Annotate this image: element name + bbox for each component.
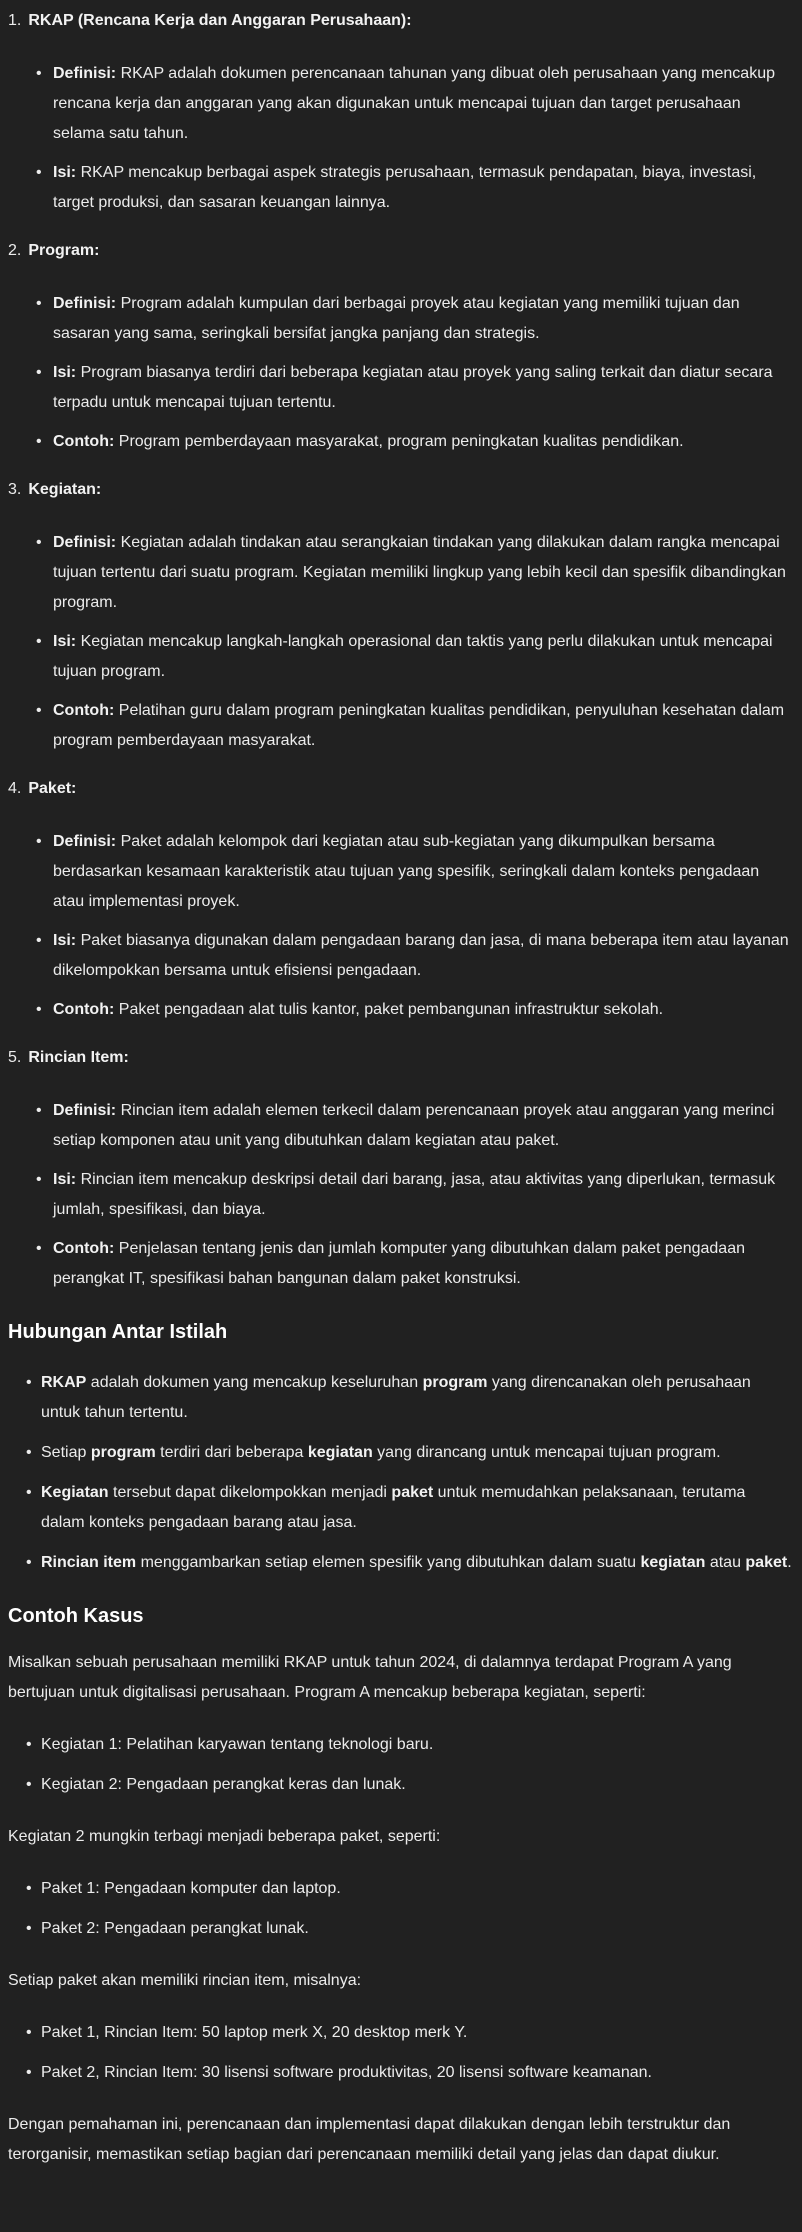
point-label: Definisi:	[53, 65, 117, 82]
section-heading-hubungan: Hubungan Antar Istilah	[8, 1321, 228, 1343]
relation-item: • Rincian item menggambarkan setiap elemen spesifik yang dibutuhkan dalam suatu kegiatan atau paket.	[26, 1548, 792, 1578]
point-text: Program pemberdayaan masyarakat, program peningkatan kualitas pendidikan.	[118, 433, 684, 450]
term-number: 2.	[8, 242, 22, 259]
term-title: Paket:	[28, 780, 77, 797]
section-heading-contoh-kasus: Contoh Kasus	[8, 1605, 144, 1627]
kegiatan-item: • Kegiatan 2: Pengadaan perangkat keras dan lunak.	[26, 1770, 792, 1800]
relations-list	[8, 1368, 792, 1578]
rincian-list	[8, 2018, 792, 2088]
kegiatan-item: • Kegiatan 1: Pelatihan karyawan tentang teknologi baru.	[26, 1730, 792, 1760]
point-label: Isi:	[53, 364, 77, 381]
closing-paragraph: Dengan pemahaman ini, perencanaan dan implementasi dapat dilakukan dengan lebih terstruktur dan terorganisir, memastikan setiap bagian dari perencanaan memiliki detail yang jelas dan dapat diukur.	[8, 2116, 731, 2163]
term-item-rincian-item	[8, 1043, 792, 1294]
point-label: Contoh:	[53, 433, 115, 450]
point-text: RKAP mencakup berbagai aspek strategis perusahaan, termasuk pendapatan, biaya, investasi, target produksi, dan sasaran keuangan lainnya.	[53, 164, 757, 211]
point-label: Contoh:	[53, 702, 115, 719]
term-title: Program:	[28, 242, 100, 259]
term-point	[36, 926, 792, 986]
kegiatan-list	[8, 1730, 792, 1800]
term-point	[36, 358, 792, 418]
rincian-item: • Paket 2, Rincian Item: 30 lisensi software produktivitas, 20 lisensi software keamanan.	[26, 2058, 792, 2088]
term-item-rkap	[8, 6, 792, 218]
point-label: Definisi:	[53, 833, 117, 850]
point-text: Penjelasan tentang jenis dan jumlah komputer yang dibutuhkan dalam paket pengadaan perangkat IT, spesifikasi bahan bangunan dalam paket konstruksi.	[53, 1240, 745, 1287]
point-label: Contoh:	[53, 1240, 115, 1257]
term-number: 4.	[8, 780, 22, 797]
relation-item: • Kegiatan tersebut dapat dikelompokkan menjadi paket untuk memudahkan pelaksanaan, terutama dalam konteks pengadaan barang atau jasa.	[26, 1478, 792, 1538]
term-point	[36, 1096, 792, 1156]
paket-item: • Paket 2: Pengadaan perangkat lunak.	[26, 1914, 792, 1944]
point-label: Definisi:	[53, 295, 117, 312]
point-text: Program biasanya terdiri dari beberapa kegiatan atau proyek yang saling terkait dan diatur secara terpadu untuk mencapai tujuan tertentu.	[53, 364, 773, 411]
term-number: 3.	[8, 481, 22, 498]
point-text: Paket biasanya digunakan dalam pengadaan barang dan jasa, di mana beberapa item atau layanan dikelompokkan bersama untuk efisiensi pengadaan.	[53, 932, 789, 979]
term-points	[8, 528, 792, 756]
term-point	[36, 1165, 792, 1225]
term-points	[8, 59, 792, 218]
point-label: Isi:	[53, 633, 77, 650]
term-points	[8, 289, 792, 457]
point-label: Isi:	[53, 1171, 77, 1188]
term-header	[8, 6, 792, 36]
term-point	[36, 289, 792, 349]
point-text: Kegiatan adalah tindakan atau serangkaian tindakan yang dilakukan dalam rangka mencapai tujuan tertentu dari suatu program. Kegiatan memiliki lingkup yang lebih kecil dan spesifik dibandingkan program.	[53, 534, 786, 611]
point-text: Rincian item adalah elemen terkecil dalam perencanaan proyek atau anggaran yang merinci setiap komponen atau unit yang dibutuhkan dalam kegiatan atau paket.	[53, 1102, 775, 1149]
term-point	[36, 627, 792, 687]
point-label: Isi:	[53, 164, 77, 181]
term-point	[36, 1234, 792, 1294]
term-header	[8, 774, 792, 804]
term-point	[36, 696, 792, 756]
point-text: RKAP adalah dokumen perencanaan tahunan yang dibuat oleh perusahaan yang mencakup rencana kerja dan anggaran yang akan digunakan untuk mencapai tujuan dan target perusahaan selama satu tahun.	[53, 65, 775, 142]
term-header	[8, 1043, 792, 1073]
point-text: Paket adalah kelompok dari kegiatan atau sub-kegiatan yang dikumpulkan bersama berdasarkan kesamaan karakteristik atau tujuan yang spesifik, seringkali dalam konteks pengadaan atau implementasi proyek.	[53, 833, 760, 910]
term-points	[8, 827, 792, 1025]
term-title: RKAP (Rencana Kerja dan Anggaran Perusahaan):	[28, 12, 412, 29]
example-intro: Misalkan sebuah perusahaan memiliki RKAP untuk tahun 2024, di dalamnya terdapat Program A yang bertujuan untuk digitalisasi perusahaan. Program A mencakup beberapa kegiatan, seperti:	[8, 1654, 732, 1701]
term-item-paket	[8, 774, 792, 1025]
term-number: 1.	[8, 12, 22, 29]
term-item-kegiatan	[8, 475, 792, 756]
point-text: Rincian item mencakup deskripsi detail dari barang, jasa, atau aktivitas yang diperlukan, termasuk jumlah, spesifikasi, dan biaya.	[53, 1171, 776, 1218]
term-title: Kegiatan:	[28, 481, 102, 498]
term-point	[36, 158, 792, 218]
paket-list	[8, 1874, 792, 1944]
relation-item: • Setiap program terdiri dari beberapa kegiatan yang dirancang untuk mencapai tujuan program.	[26, 1438, 792, 1468]
term-title: Rincian Item:	[28, 1049, 129, 1066]
point-text: Program adalah kumpulan dari berbagai proyek atau kegiatan yang memiliki tujuan dan sasaran yang sama, seringkali bersifat jangka panjang dan strategis.	[53, 295, 740, 342]
paket-intro: Kegiatan 2 mungkin terbagi menjadi beberapa paket, seperti:	[8, 1828, 441, 1845]
rincian-item: • Paket 1, Rincian Item: 50 laptop merk X, 20 desktop merk Y.	[26, 2018, 792, 2048]
rincian-intro: Setiap paket akan memiliki rincian item, misalnya:	[8, 1972, 362, 1989]
term-points	[8, 1096, 792, 1294]
term-number: 5.	[8, 1049, 22, 1066]
terms-list	[8, 6, 792, 1294]
term-point	[36, 995, 792, 1025]
relation-item: • RKAP adalah dokumen yang mencakup keseluruhan program yang direncanakan oleh perusahaan untuk tahun tertentu.	[26, 1368, 792, 1428]
point-label: Definisi:	[53, 1102, 117, 1119]
term-point	[36, 427, 792, 457]
term-header	[8, 236, 792, 266]
point-text: Kegiatan mencakup langkah-langkah operasional dan taktis yang perlu dilakukan untuk mencapai tujuan program.	[53, 633, 773, 680]
point-text: Pelatihan guru dalam program peningkatan kualitas pendidikan, penyuluhan kesehatan dalam program pemberdayaan masyarakat.	[53, 702, 785, 749]
term-header	[8, 475, 792, 505]
point-label: Definisi:	[53, 534, 117, 551]
point-label: Isi:	[53, 932, 77, 949]
term-point	[36, 59, 792, 149]
paket-item: • Paket 1: Pengadaan komputer dan laptop.	[26, 1874, 792, 1904]
point-text: Paket pengadaan alat tulis kantor, paket pembangunan infrastruktur sekolah.	[118, 1001, 664, 1018]
term-item-program	[8, 236, 792, 457]
point-label: Contoh:	[53, 1001, 115, 1018]
term-point	[36, 528, 792, 618]
term-point	[36, 827, 792, 917]
